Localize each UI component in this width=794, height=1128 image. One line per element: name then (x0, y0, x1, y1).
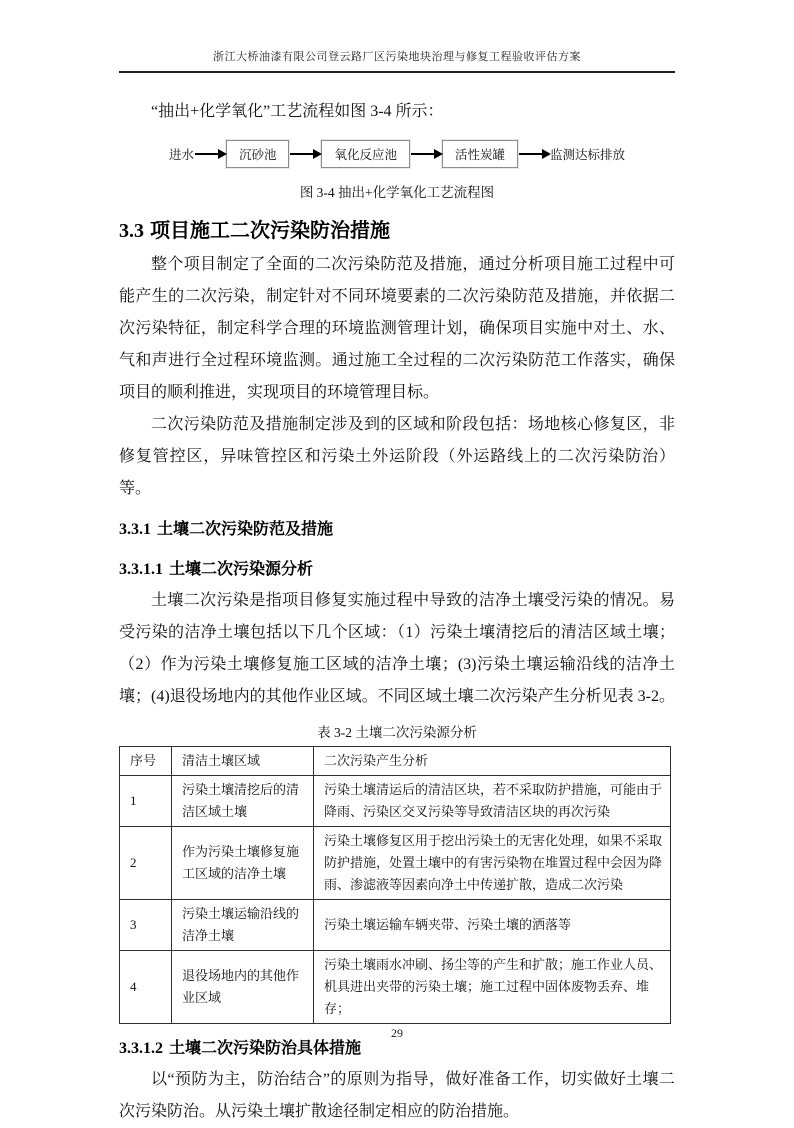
table-row (120, 951, 671, 1024)
cell-no: 4 (120, 951, 172, 1024)
pollution-source-table (119, 746, 671, 1024)
column-header-area: 清洁土壤区域 (172, 747, 314, 776)
cell-no: 3 (120, 900, 172, 951)
column-header-no: 序号 (120, 747, 172, 776)
section-number: 3.3.1 (119, 521, 151, 538)
cell-area: 退役场地内的其他作业区域 (172, 951, 314, 1024)
table-caption: 表 3-2 土壤二次污染源分析 (317, 725, 477, 740)
flow-arrow-icon (195, 153, 225, 155)
cell-analysis: 污染土壤清运后的清洁区块，若不采取防护措施，可能由于降雨、污染区交叉污染等导致清洁区块的再次污染 (314, 776, 671, 827)
section-3-3-heading (119, 214, 675, 243)
cell-analysis: 污染土壤雨水冲刷、扬尘等的产生和扩散；施工作业人员、机具进出夹带的污染土壤；施工过程中固体废物丢弃、堆存； (314, 951, 671, 1024)
cell-no: 1 (120, 776, 172, 827)
cell-analysis: 污染土壤修复区用于挖出污染土的无害化处理，如果不采取防护措施，处置土壤中的有害污染物在堆置过程中会因为降雨、渗滤液等因素向净土中传递扩散，造成二次污染 (314, 827, 671, 900)
table-row (120, 827, 671, 900)
section-3-3-1-heading (119, 515, 675, 545)
section-number: 3.3 (119, 220, 144, 242)
flow-arrow-icon (519, 153, 549, 155)
table-row (120, 900, 671, 951)
flow-box-grit-chamber: 沉砂池 (226, 140, 290, 168)
section-3-3-1-1-heading (119, 555, 675, 585)
cell-area: 污染土壤清挖后的清洁区域土壤 (172, 776, 314, 827)
section-3-3-1-1-paragraph: 土壤二次污染是指项目修复实施过程中导致的洁净土壤受污染的情况。易受污染的洁净土壤包括以下几个区域：（1）污染土壤清挖后的清洁区域土壤；（2）作为污染土壤修复施工区域的洁净土壤；(3)污染土壤运输沿线的洁净土壤；(4)退役场地内的其他作业区域。不同区域土壤二次污染产生分析见表 3-2。 (119, 592, 675, 705)
column-header-analysis: 二次污染产生分析 (314, 747, 671, 776)
flow-node-discharge: 监测达标排放 (550, 148, 626, 162)
section-title: 土壤二次污染防范及措施 (157, 521, 334, 538)
page-number: 29 (391, 1026, 403, 1040)
flow-box-activated-carbon: 活性炭罐 (442, 140, 518, 168)
section-title: 土壤二次污染源分析 (169, 561, 314, 578)
flow-arrow-icon (411, 153, 441, 155)
table-row (120, 776, 671, 827)
flow-box-oxidation-tank: 氧化反应池 (321, 140, 410, 168)
cell-area: 作为污染土壤修复施工区域的洁净土壤 (172, 827, 314, 900)
section-3-3-1-2-paragraph: 以“预防为主，防治结合”的原则为指导，做好准备工作，切实做好土壤二次污染防治。从污染土壤扩散途径制定相应的防治措施。 (119, 1071, 675, 1120)
page-content (119, 72, 675, 1128)
process-flowchart (119, 140, 675, 168)
section-number: 3.3.1.2 (119, 1040, 163, 1057)
cell-no: 2 (120, 827, 172, 900)
table-header-row (120, 747, 671, 776)
intro-paragraph: “抽出+化学氧化”工艺流程如图 3-4 所示： (151, 103, 444, 120)
cell-analysis: 污染土壤运输车辆夹带、污染土壤的洒落等 (314, 900, 671, 951)
section-3-3-paragraph-1: 整个项目制定了全面的二次污染防范及措施，通过分析项目施工过程中可能产生的二次污染，制定针对不同环境要素的二次污染防范及措施，并依据二次污染特征，制定科学合理的环境监测管理计划，确保项目实施中对土、水、气和声进行全过程环境监测。通过施工全过程的二次污染防范工作落实，确保项目的顺利推进，实现项目的环境管理目标。 (119, 256, 675, 401)
figure-caption: 图 3-4 抽出+化学氧化工艺流程图 (299, 185, 495, 200)
flow-arrow-icon (290, 153, 320, 155)
page-header: 浙江大桥油漆有限公司登云路厂区污染地块治理与修复工程验收评估方案 (119, 48, 675, 73)
flow-node-inlet: 进水 (168, 148, 194, 162)
section-title: 土壤二次污染防治具体措施 (169, 1040, 362, 1057)
section-number: 3.3.1.1 (119, 561, 163, 578)
section-title: 项目施工二次污染防治措施 (150, 220, 390, 242)
cell-area: 污染土壤运输沿线的洁净土壤 (172, 900, 314, 951)
section-3-3-paragraph-2: 二次污染防范及措施制定涉及到的区域和阶段包括：场地核心修复区，非修复管控区，异味管控区和污染土外运阶段（外运路线上的二次污染防治）等。 (119, 416, 675, 497)
